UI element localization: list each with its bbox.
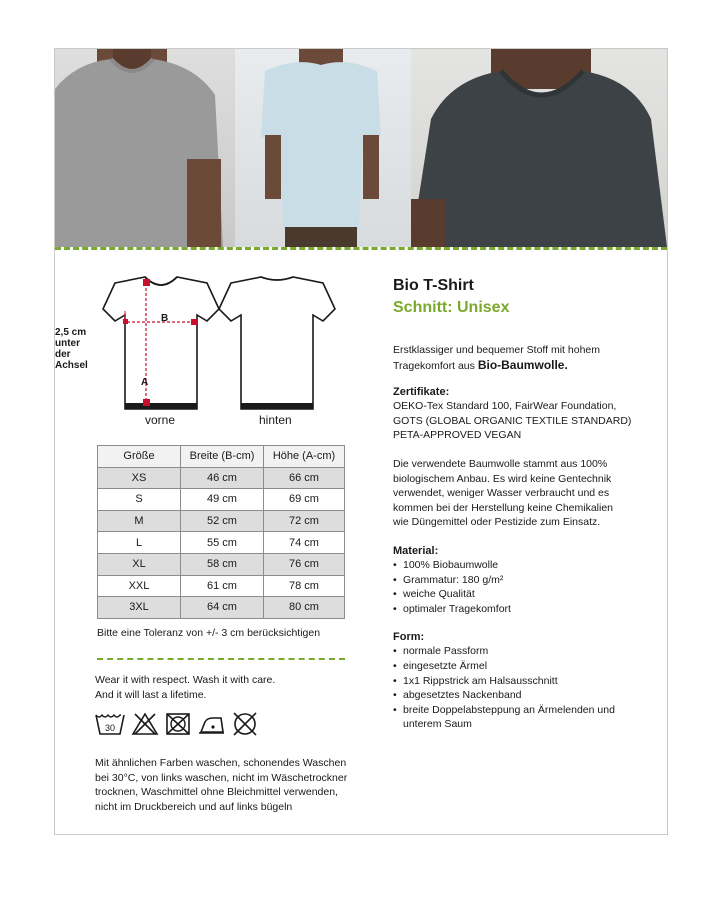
table-cell: 80 cm <box>264 597 345 619</box>
measure-a-label: A <box>141 377 149 388</box>
table-cell: 46 cm <box>181 467 264 489</box>
intro-line-pre: Tragekomfort aus <box>393 359 478 372</box>
measurement-diagram <box>55 271 349 431</box>
cotton-line: kommen bei der Herstellung keine Chemikalien <box>393 501 614 514</box>
table-header-row <box>98 446 345 468</box>
front-label: vorne <box>145 413 176 427</box>
list-item: • 1x1 Rippstrick am Halsausschnitt <box>393 674 655 689</box>
cotton-line: verwendet, weniger Wasser verbraucht und es <box>393 487 610 500</box>
product-subtitle: Schnitt: Unisex <box>393 299 510 316</box>
wash-temp-text: 30 <box>104 723 116 734</box>
size-table <box>97 445 345 619</box>
product-title: Bio T-Shirt <box>393 277 474 294</box>
table-cell: 74 cm <box>264 532 345 554</box>
cert-line: OEKO-Tex Standard 100, FairWear Foundation, <box>393 400 617 413</box>
table-row <box>98 575 345 597</box>
intro-line <box>393 358 655 374</box>
care-instruction-line: trocknen, Waschmittel ohne Bleichmittel verwenden, <box>95 786 338 799</box>
list-item: • Grammatur: 180 g/m² <box>393 573 655 588</box>
table-row <box>98 553 345 575</box>
form-heading: Form: <box>393 631 425 644</box>
table-cell: L <box>98 532 181 554</box>
intro-line: Erstklassiger und bequemer Stoff mit hohem <box>393 344 600 356</box>
material-list <box>393 558 655 616</box>
care-instruction-line: bei 30°C, von links waschen, nicht im Wäschetrockner <box>95 771 348 784</box>
list-item: • breite Doppelabsteppung an Ärmelenden und <box>393 703 655 718</box>
cert-line: PETA-APPROVED VEGAN <box>393 429 522 442</box>
table-cell: 76 cm <box>264 553 345 575</box>
intro-line-bold: Bio-Baumwolle. <box>477 357 568 372</box>
intro-text <box>393 343 655 373</box>
product-sheet <box>54 48 668 835</box>
care-section <box>95 673 395 815</box>
table-cell: XL <box>98 553 181 575</box>
table-cell: 66 cm <box>264 467 345 489</box>
table-cell: 3XL <box>98 597 181 619</box>
no-tumble-dry-icon <box>165 712 191 736</box>
table-row <box>98 532 345 554</box>
tolerance-note: Bitte eine Toleranz von +/- 3 cm berücksichtigen <box>97 626 321 639</box>
photo-grey-shirt <box>55 49 235 247</box>
column-header: Breite (B-cm) <box>181 446 264 468</box>
care-instruction-line: Mit ähnlichen Farben waschen, schonendes Waschen <box>95 757 347 770</box>
no-dry-clean-icon <box>231 711 259 737</box>
product-info <box>393 277 655 732</box>
cotton-line: Die verwendete Baumwolle stammt aus 100% <box>393 457 608 470</box>
no-bleach-icon <box>131 712 159 736</box>
column-header: Höhe (A-cm) <box>264 446 345 468</box>
material-heading: Material: <box>393 544 439 557</box>
table-cell: 49 cm <box>181 489 264 511</box>
certificates <box>393 385 655 443</box>
table-cell: S <box>98 489 181 511</box>
size-table-block <box>97 445 345 639</box>
cert-line: GOTS (GLOBAL ORGANIC TEXTILE STANDARD) <box>393 414 632 427</box>
divider-dashed-left <box>97 658 345 660</box>
table-cell: XXL <box>98 575 181 597</box>
underarm-note-line: Achsel <box>55 360 88 371</box>
divider-dashed <box>55 247 667 250</box>
table-cell: 64 cm <box>181 597 264 619</box>
care-instruction-line: nicht im Druckbereich und auf links bügeln <box>95 800 293 813</box>
list-item: • eingesetzte Ärmel <box>393 659 655 674</box>
list-item: • abgesetztes Nackenband <box>393 688 655 703</box>
care-icons <box>95 708 395 742</box>
back-label: hinten <box>259 413 292 427</box>
table-cell: 58 cm <box>181 553 264 575</box>
list-item: • optimaler Tragekomfort <box>393 602 655 617</box>
table-cell: 72 cm <box>264 510 345 532</box>
form-item-continuation: unterem Saum <box>403 718 472 731</box>
care-slogan-line: Wear it with respect. Wash it with care. <box>95 674 276 686</box>
table-cell: 61 cm <box>181 575 264 597</box>
list-item: • weiche Qualität <box>393 587 655 602</box>
table-cell: 69 cm <box>264 489 345 511</box>
underarm-note-line: unter <box>55 338 80 349</box>
photo-lightblue-shirt <box>235 49 411 247</box>
underarm-note-line: der <box>55 349 71 360</box>
table-row <box>98 510 345 532</box>
iron-icon <box>197 712 225 736</box>
underarm-note <box>55 327 88 371</box>
care-slogan-line: And it will last a lifetime. <box>95 688 207 701</box>
photo-anthracite-shirt <box>411 49 667 247</box>
table-cell: 78 cm <box>264 575 345 597</box>
column-header: Größe <box>98 446 181 468</box>
table-cell: 55 cm <box>181 532 264 554</box>
cotton-text <box>393 457 655 530</box>
photo-banner <box>55 49 667 247</box>
material-section <box>393 544 655 616</box>
table-cell: M <box>98 510 181 532</box>
cotton-line: biologischem Anbau. Es wird keine Gentechnik <box>393 472 612 485</box>
measure-b-label: B <box>161 313 169 324</box>
underarm-note-line: 2,5 cm <box>55 327 87 338</box>
form-section <box>393 630 655 732</box>
table-cell: XS <box>98 467 181 489</box>
cotton-line: wie Düngemittel oder Pestizide zum Einsatz. <box>393 516 601 529</box>
table-row <box>98 467 345 489</box>
table-cell: 52 cm <box>181 510 264 532</box>
form-list <box>393 644 655 717</box>
list-item: • normale Passform <box>393 644 655 659</box>
table-row <box>98 489 345 511</box>
table-row <box>98 597 345 619</box>
cert-heading: Zertifikate: <box>393 386 450 399</box>
list-item: • 100% Biobaumwolle <box>393 558 655 573</box>
wash-30-icon <box>95 712 125 736</box>
